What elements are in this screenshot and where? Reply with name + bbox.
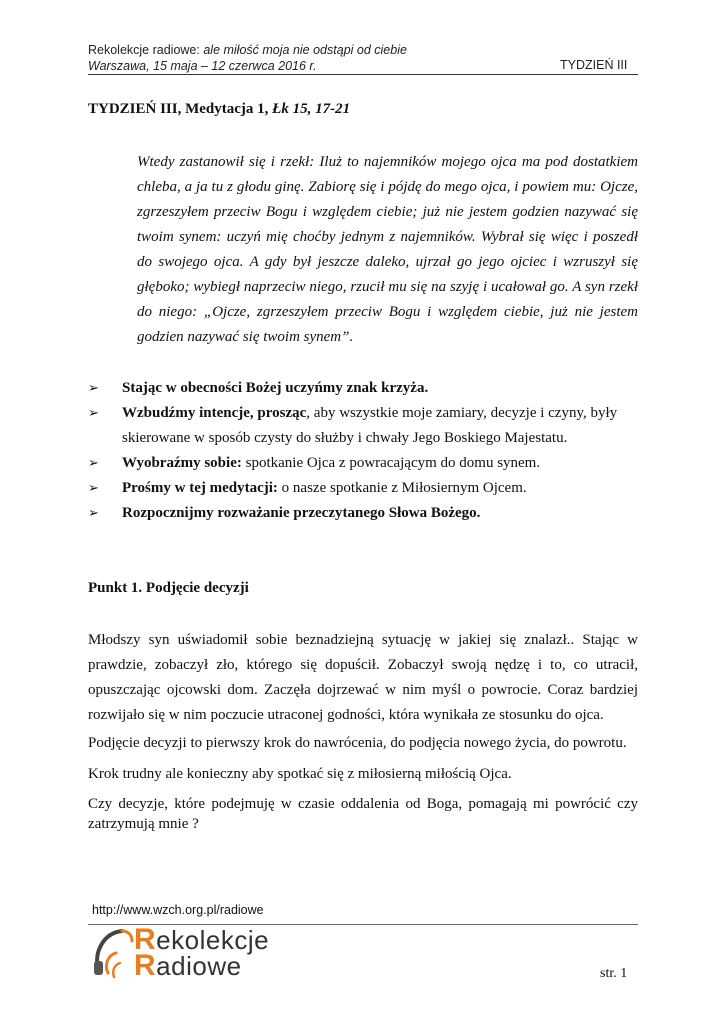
arrow-bullet-icon: ➢	[88, 456, 99, 471]
list-item-bold: Stając w obecności Bożej uczyńmy znak krzyża.	[122, 380, 429, 396]
list-item	[88, 401, 638, 451]
list-item-bold: Prośmy w tej medytacji:	[122, 480, 278, 496]
list-item	[88, 501, 638, 526]
header-series-line	[88, 42, 407, 58]
section-title: Punkt 1. Podjęcie decyzji	[88, 580, 249, 596]
logo-word: adiowe	[156, 951, 242, 981]
header-divider	[88, 74, 638, 75]
header-week-label: TYDZIEŃ III	[560, 58, 628, 72]
body-paragraph: Podjęcie decyzji to pierwszy krok do nawrócenia, do podjęcia nowego życia, do powrotu.	[88, 735, 627, 751]
list-item-bold: Rozpocznijmy rozważanie przeczytanego Słowa Bożego.	[122, 505, 481, 521]
footer-url: http://www.wzch.org.pl/radiowe	[92, 903, 264, 917]
header-series-subtitle: ale miłość moja nie odstąpi od ciebie	[203, 43, 407, 57]
logo-wordmark	[134, 923, 270, 982]
arrow-bullet-icon: ➢	[88, 481, 99, 496]
arrow-bullet-icon: ➢	[88, 506, 99, 521]
list-item-rest: spotkanie Ojca z powracającym do domu synem.	[241, 455, 541, 471]
list-item-rest: , aby wszystkie moje zamiary, decyzje i czyny, były skierowane w sposób czysty do służby i chwały Jego Boskiego Majestatu.	[122, 405, 618, 446]
body-paragraph: Krok trudny ale konieczny aby spotkać się z miłosierną miłością Ojca.	[88, 766, 512, 782]
reflection-question: Czy decyzje, które podejmuję w czasie oddalenia od Boga, pomagają mi powrócić czy zatrzymują mnie ?	[88, 796, 638, 832]
list-item	[88, 376, 638, 401]
arrow-bullet-icon: ➢	[88, 406, 99, 421]
meditation-title-prefix: TYDZIEŃ III, Medytacja 1,	[88, 101, 269, 117]
list-item-rest: o nasze spotkanie z Miłosiernym Ojcem.	[277, 480, 527, 496]
logo-word: ekolekcje	[156, 925, 270, 955]
header-series-label: Rekolekcje radiowe:	[88, 43, 200, 57]
list-item-bold: Wzbudźmy intencje, prosząc	[122, 405, 307, 421]
logo-initial: R	[134, 923, 157, 956]
meditation-title	[88, 101, 350, 118]
page-number: str. 1	[600, 966, 628, 981]
header-place-dates-text: Warszawa, 15 maja – 12 czerwca 2016 r.	[88, 59, 317, 73]
logo-line-2	[134, 949, 269, 982]
list-item-bold: Wyobraźmy sobie:	[122, 455, 242, 471]
list-item	[88, 476, 638, 501]
body-paragraph: Młodszy syn uświadomił sobie beznadziejną sytuację w jakiej się znalazł.. Stając w prawdzie, zobaczył zło, którego się dopuścił. Zobaczył swoją nędzę i to, co utracił, opuszczając ojcowski dom. Zaczęła dojrzewać w nim myśl o powrocie. Coraz bardziej rozwijało się w nim poczucie utraconej godności, która wynikała ze stosunku do ojca.	[88, 632, 638, 723]
arrow-bullet-icon: ➢	[88, 381, 99, 396]
scripture-quote: Wtedy zastanowił się i rzekł: Iluż to najemników mojego ojca ma pod dostatkiem chleba, a ja tu z głodu ginę. Zabiorę się i pójdę do mego ojca, i powiem mu: Ojcze, zgrzeszyłem przeciw Bogu i względem ciebie; już nie jestem godzien nazywać się twoim synem: uczyń mię choćby jednym z najemników. Wybrał się więc i poszedł do swojego ojca. A gdy był jeszcze daleko, ujrzał go jego ojciec i wzruszył się głęboko; wybiegł naprzeciw niego, rzucił mu się na szyję i ucałował go. A syn rzekł do niego: „Ojcze, zgrzeszyłem przeciw Bogu i względem ciebie, już nie jestem godzien nazywać się twoim synem”.	[137, 154, 638, 345]
header-place-dates	[88, 58, 317, 74]
meditation-title-ref: Łk 15, 17-21	[272, 101, 351, 117]
logo-initial: R	[134, 949, 157, 982]
list-item	[88, 451, 638, 476]
prayer-steps-list	[88, 376, 638, 526]
